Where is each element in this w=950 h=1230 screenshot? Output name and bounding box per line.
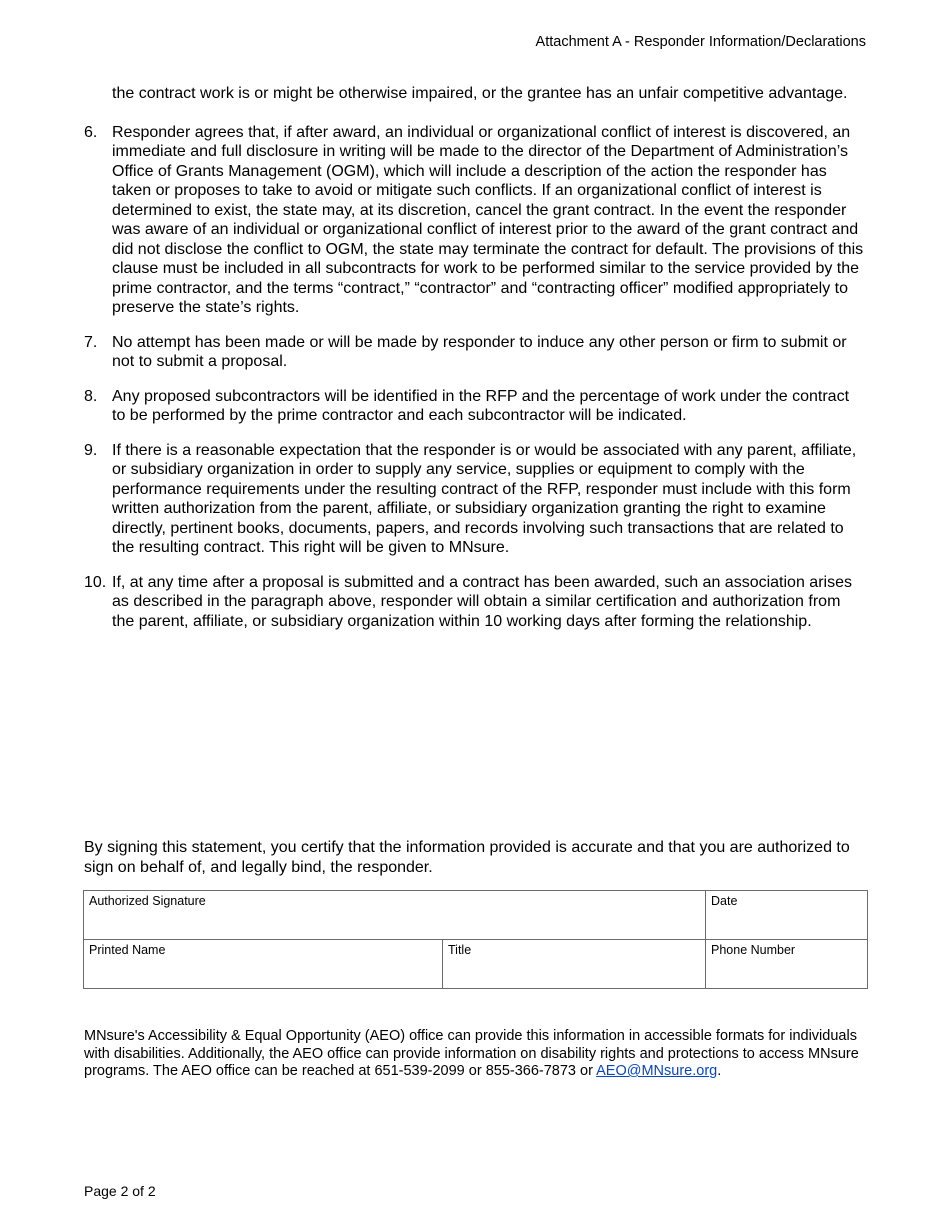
item-text: If there is a reasonable expectation that the responder is or would be associated with any parent, affiliate, or subsidiary organization in order to supply any service, supplies or equipment to comply with the performance requirements under the resulting contract of the RFP, responder must include with this form written authorization from the parent, affiliate, or subsidiary organization granting the right to examine directly, pertinent books, documents, papers, and records involving such transactions that are related to the resulting contract. This right will be given to MNsure. bbox=[112, 441, 857, 556]
page-header: Attachment A - Responder Information/Declarations bbox=[535, 34, 866, 50]
list-item bbox=[84, 573, 866, 632]
field-label: Date bbox=[711, 894, 738, 908]
aeo-notice bbox=[84, 1028, 874, 1081]
aeo-text: MNsure's Accessibility & Equal Opportunity (AEO) office can provide this information in accessible formats for individuals with disabilities. Additionally, the AEO office can provide information on disability rights and protections to access MNsure programs. The AEO office can be reached at 651-539-2099 or 855-366-7873 or bbox=[84, 1028, 859, 1079]
item-number: 10. bbox=[84, 573, 107, 591]
page-number: Page 2 of 2 bbox=[84, 1183, 156, 1199]
aeo-end: . bbox=[717, 1063, 722, 1079]
field-label: Phone Number bbox=[711, 943, 796, 957]
item-number: 9. bbox=[84, 441, 98, 459]
list-item bbox=[84, 123, 866, 318]
item-number: 8. bbox=[84, 387, 98, 405]
field-label: Authorized Signature bbox=[89, 894, 206, 908]
list-item bbox=[84, 441, 866, 558]
certification-statement: By signing this statement, you certify that the information provided is accurate and that you are authorized to sign on behalf of, and legally bind, the responder. bbox=[84, 839, 850, 876]
field-label: Title bbox=[448, 943, 472, 957]
continued-paragraph: the contract work is or might be otherwise impaired, or the grantee has an unfair competitive advantage. bbox=[112, 85, 848, 102]
item-number: 6. bbox=[84, 123, 98, 141]
printed-name-field[interactable] bbox=[84, 940, 443, 989]
authorized-signature-field[interactable] bbox=[84, 891, 706, 940]
item-number: 7. bbox=[84, 333, 98, 351]
phone-number-field[interactable] bbox=[706, 940, 868, 989]
aeo-email-link[interactable]: AEO@MNsure.org bbox=[596, 1063, 718, 1079]
date-field[interactable] bbox=[706, 891, 868, 940]
declarations-list bbox=[84, 84, 866, 631]
item-text: Any proposed subcontractors will be identified in the RFP and the percentage of work under the contract to be performed by the prime contractor and each subcontractor will be indicated. bbox=[112, 387, 850, 424]
title-field[interactable] bbox=[443, 940, 706, 989]
field-label: Printed Name bbox=[89, 943, 166, 957]
item-text: Responder agrees that, if after award, an individual or organizational conflict of interest is discovered, an immediate and full disclosure in writing will be made to the director of the Department of Administration’s Office of Grants Management (OGM), which will include a description of the action the responder has taken or proposes to take to avoid or mitigate such conflicts. If an organizational conflict of interest is determined to exist, the state may, at its discretion, cancel the grant contract. In the event the responder was aware of an individual or organizational conflict of interest prior to the award of the grant contract and did not disclose the conflict to OGM, the state may terminate the contract for default. The provisions of this clause must be included in all subcontracts for work to be performed similar to the service provided by the prime contractor, and the terms “contract,” “contractor” and “contracting officer” modified appropriately to preserve the state’s rights. bbox=[112, 123, 864, 316]
item-text: If, at any time after a proposal is submitted and a contract has been awarded, such an association arises as described in the paragraph above, responder will obtain a similar certification and authorization from the parent, affiliate, or subsidiary organization within 10 working days after forming the relationship. bbox=[112, 573, 852, 630]
signature-table bbox=[83, 890, 868, 989]
item-text: No attempt has been made or will be made by responder to induce any other person or firm to submit or not to submit a proposal. bbox=[112, 333, 847, 370]
list-item bbox=[84, 333, 866, 372]
list-item bbox=[84, 387, 866, 426]
